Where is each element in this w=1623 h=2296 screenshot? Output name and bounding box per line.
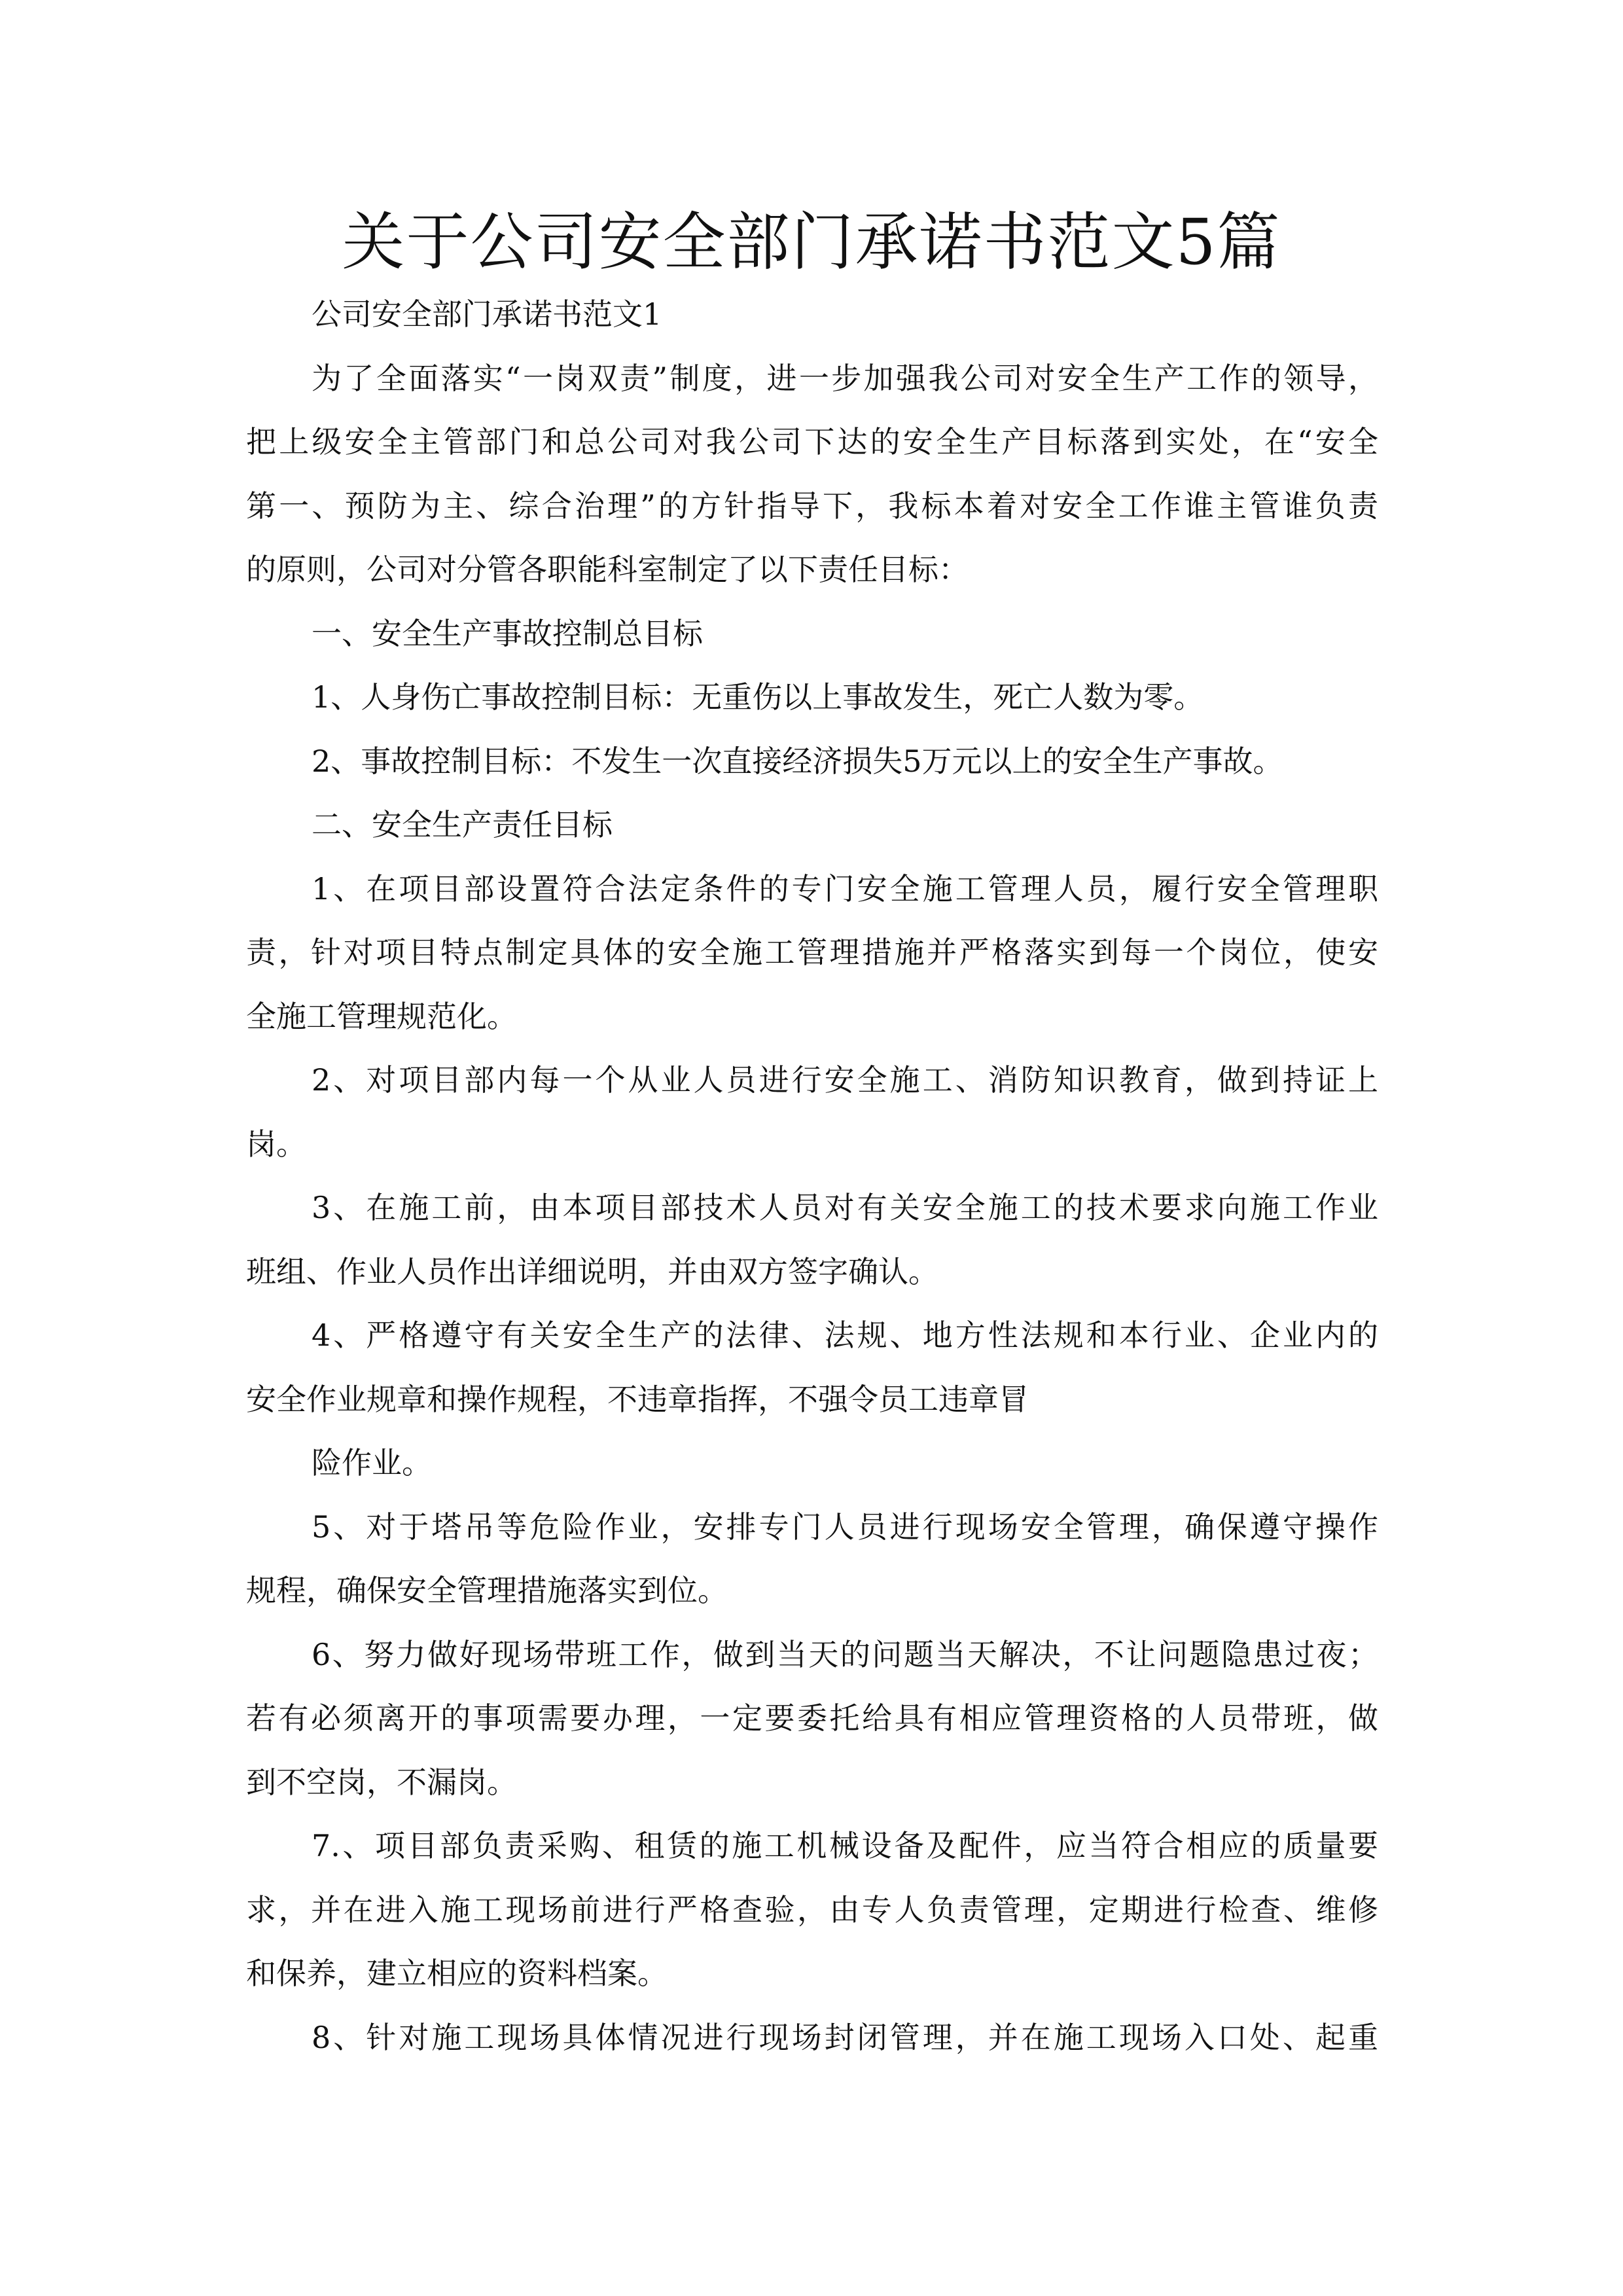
text-line: 7.、项目部负责采购、租赁的施工机械设备及配件，应当符合相应的质量要 [312,1828,1378,1863]
text-line: 全施工管理规范化。 [246,998,517,1034]
text-line: 责，针对项目特点制定具体的安全施工管理措施并严格落实到每一个岗位，使安 [246,935,1378,970]
text-line: 若有必须离开的事项需要办理，一定要委托给具有相应管理资格的人员带班，做 [246,1700,1378,1736]
text-line: 6、努力做好现场带班工作，做到当天的问题当天解决，不让问题隐患过夜； [312,1636,1378,1672]
text-line: 2、对项目部内每一个从业人员进行安全施工、消防知识教育，做到持证上 [312,1062,1378,1098]
text-line: 8、针对施工现场具体情况进行现场封闭管理，并在施工现场入口处、起重 [312,2019,1378,2055]
text-line: 的原则，公司对分管各职能科室制定了以下责任目标： [246,552,969,587]
text-line: 险作业。 [312,1445,432,1480]
text-line: 3、在施工前，由本项目部技术人员对有关安全施工的技术要求向施工作业 [312,1190,1378,1225]
text-line: 2、事故控制目标：不发生一次直接经济损失5万元以上的安全生产事故。 [312,743,1283,779]
text-line: 把上级安全主管部门和总公司对我公司下达的安全生产目标落到实处，在“安全 [246,424,1378,459]
text-line: 为了全面落实“一岗双责”制度，进一步加强我公司对安全生产工作的领导， [312,360,1378,396]
text-line: 二、安全生产责任目标 [312,807,613,842]
text-line: 和保养，建立相应的资料档案。 [246,1956,668,1991]
text-line: 一、安全生产事故控制总目标 [312,615,703,651]
text-line: 安全作业规章和操作规程，不违章指挥，不强令员工违章冒 [246,1381,1029,1417]
text-line: 1、在项目部设置符合法定条件的专门安全施工管理人员，履行安全管理职 [312,870,1378,906]
text-line: 求，并在进入施工现场前进行严格查验，由专人负责管理，定期进行检查、维修 [246,1892,1378,1928]
text-line: 到不空岗，不漏岗。 [246,1764,517,1800]
text-line: 第一、预防为主、综合治理”的方针指导下，我标本着对安全工作谁主管谁负责 [246,488,1378,524]
text-line: 岗。 [246,1126,306,1162]
text-line: 班组、作业人员作出详细说明，并由双方签字确认。 [246,1253,938,1289]
text-line: 规程，确保安全管理措施落实到位。 [246,1573,728,1608]
text-line: 公司安全部门承诺书范文1 [312,296,662,332]
text-line: 4、严格遵守有关安全生产的法律、法规、地方性法规和本行业、企业内的 [312,1318,1378,1353]
document-body [246,283,1378,2070]
document-title: 关于公司安全部门承诺书范文5篇 [342,206,1281,279]
text-line: 5、对于塔吊等危险作业，安排专门人员进行现场安全管理，确保遵守操作 [312,1509,1378,1545]
text-line: 1、人身伤亡事故控制目标：无重伤以上事故发生，死亡人数为零。 [312,679,1204,715]
